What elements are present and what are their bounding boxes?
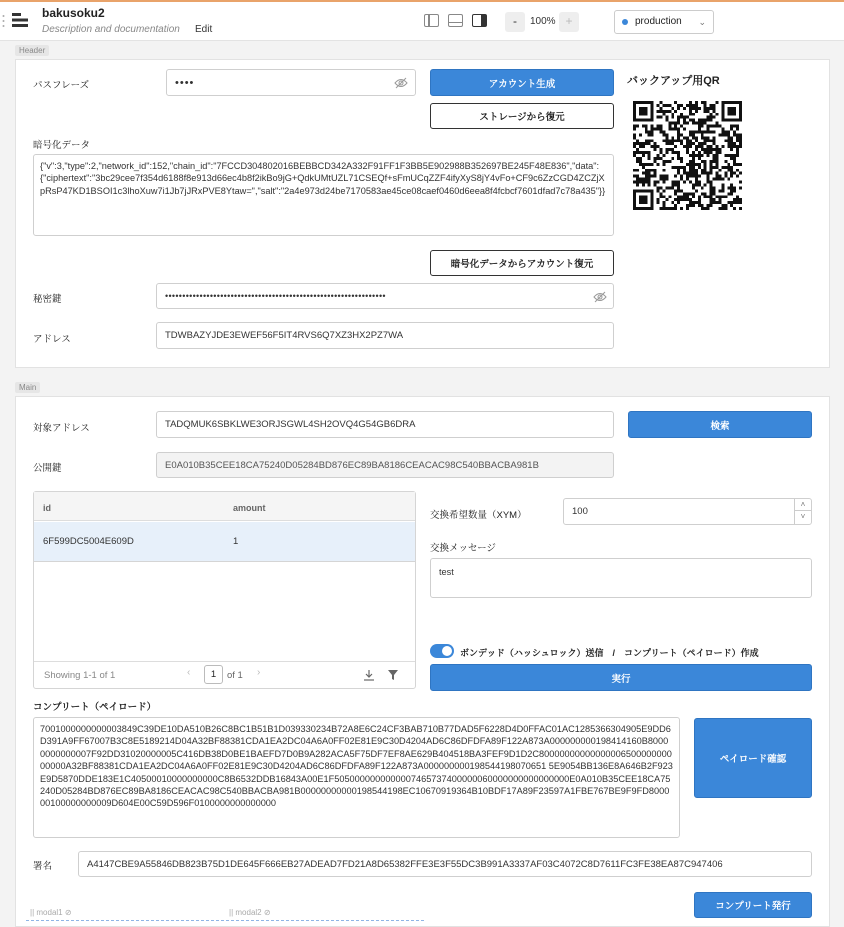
restore-from-encrypted-button[interactable]: 暗号化データからアカウント復元 xyxy=(430,250,614,276)
target-address-input[interactable] xyxy=(156,411,614,438)
modal1-drag-icon: || xyxy=(30,908,37,917)
header-section-tag: Header xyxy=(15,45,49,56)
passphrase-label: パスフレーズ xyxy=(33,80,90,91)
target-address-value: TADQMUK6SBKLWE3ORJSGWL4SH2OVQ4G54GB6DRA xyxy=(165,419,416,430)
column-header-id[interactable]: id xyxy=(43,503,51,513)
download-icon[interactable] xyxy=(363,668,375,686)
zoom-out-button[interactable]: - xyxy=(505,12,525,32)
cell-amount: 1 xyxy=(233,536,239,547)
app-top-bar xyxy=(0,0,844,41)
table-showing-text: Showing 1-1 of 1 xyxy=(44,670,116,681)
amount-stepper[interactable] xyxy=(794,499,811,524)
main-section-tag: Main xyxy=(15,382,40,393)
private-key-input[interactable] xyxy=(156,283,614,309)
page-total-text: of 1 xyxy=(227,670,243,681)
public-key-label: 公開鍵 xyxy=(33,463,62,474)
backup-qr-code xyxy=(633,101,742,210)
nft-table xyxy=(33,491,416,689)
modal-drop-zone xyxy=(26,920,424,921)
public-key-value: E0A010B35CEE18CA75240D05284BD876EC89BA8186CEACAC98C540BBACBA981B xyxy=(165,459,539,471)
encrypted-data-label: 暗号化データ xyxy=(33,140,91,151)
stepper-up-icon[interactable]: ˄ xyxy=(795,499,811,511)
page-input[interactable]: 1 xyxy=(204,665,223,684)
environment-value: production xyxy=(635,16,682,27)
qr-modules xyxy=(633,101,742,210)
app-description[interactable]: Description and documentation xyxy=(42,24,180,35)
filter-icon[interactable] xyxy=(387,668,399,686)
execute-button[interactable]: 実行 xyxy=(430,664,812,691)
next-page-icon[interactable]: › xyxy=(257,667,261,678)
app-title: bakusoku2 xyxy=(42,6,105,20)
drag-handle-icon[interactable] xyxy=(2,14,5,28)
modal1-tag[interactable] xyxy=(26,906,106,920)
left-panel-toggle-icon[interactable] xyxy=(424,14,439,27)
environment-select[interactable] xyxy=(614,10,714,34)
layout-toggle-group xyxy=(424,14,487,27)
search-button[interactable]: 検索 xyxy=(628,411,812,438)
app-logo-icon xyxy=(12,13,28,32)
encrypted-data-textarea[interactable]: {"v":3,"type":2,"network_id":152,"chain_id":"7FCCD304802016BEBBCD342A332F91FF1F3BB5E902988B352697BE245F48E836","data":{"ciphertext":"3bc29cee7f354d6188f8e913d66ec4b8f2ikBo9jG+QdkUMtUZL71CSEQf+sFmUCqZZF4ifyXyS8jY4vFo+CF9c6ZzCGD4ZCZjXpRsP47KD1BSOI1c3lhoXuw7i1Jb7jJRxPVE8Ytaw=","salt":"2a4e973d24be7170583ae45ce08caef0460d6eea8f4fcbcf7601dfad7c78a435"}} xyxy=(33,154,614,236)
eye-off-icon: ⊘ xyxy=(261,908,271,917)
backup-qr-label: バックアップ用QR xyxy=(627,75,720,87)
environment-status-dot xyxy=(622,19,628,25)
complete-issue-button[interactable]: コンプリート発行 xyxy=(694,892,812,918)
modal1-label: modal1 xyxy=(36,908,63,917)
signature-input[interactable] xyxy=(78,851,812,877)
zoom-in-button[interactable]: + xyxy=(559,12,579,32)
toggle-knob xyxy=(442,646,452,656)
exchange-amount-input[interactable] xyxy=(563,498,812,525)
address-label: アドレス xyxy=(33,334,71,345)
toggle-label: ボンデッド（ハッシュロック）送信 / コンプリート（ペイロード）作成 xyxy=(460,648,759,658)
complete-payload-textarea[interactable]: 7001000000000003849C39DE10DA510B26C8BC1B51B1D039330234B72A8E6C24CF3BAB710B77DAD5F6228D4D0FFAC01AC1285366304905E9DD6D391A9FF67007B3C8E5189214D04A32BF88381CDA1EA2DC04A6A0FF02E81E9C30D4204AD6C86DFDFA89F122A873A000000000198414160B80000000000007F92DD31020000005C416DB38D0BE1BAEFD7D0B9A282ACA5F75DF7EF8AE629B404518BA3FEF9D1D2C8000000000000000650000000000000A32BF88381CDA1EA2DC04A6A0FF02E81E9C30D4204AD6C86DFDFA89F122A873A000000000198544198070651 5E9054BB136E8A646B2F923E9D5870DDE183E1C40500010000000000C8B6532DDB16843A00E1F5050000000000007465737400000060000000000000000E0A010B35CEE18CA75240D05284BD876EC89BA8186CEACAC98C540BBACBA981B00000000000198544198EC10670919364B10BDF17A89F23597A1FBE767BE9F9FD800000100000000009D604E00C59D596F0100000000000000 xyxy=(33,717,680,838)
right-panel-toggle-icon[interactable] xyxy=(472,14,487,27)
modal2-drag-icon: || xyxy=(229,908,236,917)
address-value: TDWBAZYJDE3EWEF56F5IT4RVS6Q7XZ3HX2PZ7WA xyxy=(165,330,404,341)
create-account-button[interactable]: アカウント生成 xyxy=(430,69,614,96)
modal2-label: modal2 xyxy=(235,908,262,917)
payload-confirm-button[interactable]: ペイロード確認 xyxy=(694,718,812,798)
exchange-amount-value: 100 xyxy=(572,506,588,517)
passphrase-input[interactable] xyxy=(166,69,416,96)
table-header xyxy=(34,492,415,521)
public-key-input[interactable] xyxy=(156,452,614,478)
edit-button[interactable]: Edit xyxy=(195,24,213,35)
exchange-message-label: 交換メッセージ xyxy=(430,543,496,554)
exchange-message-textarea[interactable]: test xyxy=(430,558,812,598)
signature-label: 署名 xyxy=(33,861,53,872)
address-input[interactable] xyxy=(156,322,614,349)
chevron-down-icon: ⌄ xyxy=(698,17,706,27)
stepper-down-icon[interactable]: ˅ xyxy=(800,512,806,521)
passphrase-value: •••• xyxy=(175,76,195,89)
target-address-label: 対象アドレス xyxy=(33,423,90,434)
eye-off-icon[interactable] xyxy=(592,289,608,305)
modal2-tag[interactable] xyxy=(225,906,305,920)
restore-from-storage-button[interactable]: ストレージから復元 xyxy=(430,103,614,129)
bonded-toggle[interactable] xyxy=(430,644,454,658)
private-key-value: •••••••••••••••••••••••••••••••••••••••••••••••••••••••••••••••• xyxy=(165,291,386,301)
private-key-label: 秘密鍵 xyxy=(33,294,62,305)
zoom-level: 100% xyxy=(530,16,556,27)
signature-value: A4147CBE9A55846DB823B75D1DE645F666EB27ADEAD7FD21A8D65382FFE3E3F55DC3B991A3337AF03C4072C8D7611FC3FE38EA87C947406 xyxy=(87,858,723,870)
eye-off-icon: ⊘ xyxy=(62,908,72,917)
bottom-panel-toggle-icon[interactable] xyxy=(448,14,463,27)
prev-page-icon[interactable]: ‹ xyxy=(187,667,191,678)
column-header-amount[interactable]: amount xyxy=(233,503,266,513)
exchange-amount-label: 交換希望数量（XYM） xyxy=(430,510,527,521)
complete-payload-label: コンプリート（ペイロード） xyxy=(33,702,157,713)
cell-id: 6F599DC5004E609D xyxy=(43,536,134,547)
eye-off-icon[interactable] xyxy=(393,75,409,91)
